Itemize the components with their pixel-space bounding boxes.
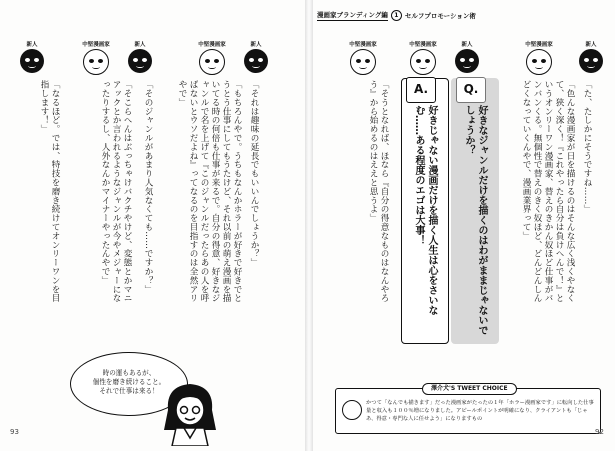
- speaker-label: 中堅漫画家: [349, 42, 377, 48]
- dialogue-column: 「色んな漫画家が日を描けるのはそんな広く浅くやなくて、狭く深く！『これやったら自分は負けへんで！』というオンリーワン漫画家、替えのきかん奴ほど仕事がバンバンくる。無個性で替えのきく奴ほど、どんどんしんどくなっていくんやで、漫画業界って」: [521, 80, 575, 303]
- tweet-body: かつて「なんでも描きます」だった漫画家がたったの１年「ホラー漫画家です」に転向した仕事量と収入も１００％増になりました。アピールポイントが明確になり、クライアントも「じゃあ、得意・専門な人に任せよう」になりますもの: [366, 400, 594, 422]
- tweet-choice-label: 澤介犬'S TWEET CHOICE: [422, 383, 517, 395]
- speaker-newbie: [451, 40, 483, 73]
- bubble-line: 時の運もあるが、: [102, 369, 156, 377]
- speaker-label: 中堅漫画家: [82, 42, 110, 48]
- speaker-label: 中堅漫画家: [525, 42, 553, 48]
- chapter-number: 1: [391, 10, 402, 21]
- speaker-senior: [523, 40, 555, 75]
- manga-artist-illustration: [158, 380, 222, 446]
- dialogue-column: 「なるほど。では、特技を磨き続けてオンリーワンを目指します！」: [39, 80, 60, 303]
- dog-avatar-icon: [342, 400, 362, 420]
- dialogue-column: 「そうとなれば、ほなら『自分の得意なものはなんやろう』から始めるのはええと思うよ」: [368, 80, 389, 303]
- senior-face-icon: [350, 49, 376, 75]
- speaker-newbie: [575, 40, 607, 73]
- newbie-face-icon: [579, 49, 603, 73]
- speaker-senior: [196, 40, 228, 75]
- bubble-line: 個性を磨き続けること。: [92, 378, 166, 386]
- left-page: [0, 0, 305, 451]
- newbie-face-icon: [455, 49, 479, 73]
- dialogue-column: 「もちろんやで。うちもなんかホラーが好きで好きでとうとう仕事にしてもうたけど、それ以前の萌え漫画を描いてる時の何倍も仕事が来るで。自分の得意、好きなジャンルで名を上げて『このジャンルだったらあの人を呼ばないとウソだよね』ってなるのを目指すのは全然アリやで」: [177, 80, 242, 303]
- newbie-face-icon: [244, 49, 268, 73]
- book-gutter: [305, 0, 313, 451]
- page-number: 92: [595, 428, 604, 436]
- senior-face-icon: [526, 49, 552, 75]
- senior-face-icon: [83, 49, 109, 75]
- speaker-senior: [347, 40, 379, 75]
- senior-face-icon: [410, 49, 436, 75]
- newbie-face-icon: [20, 49, 44, 73]
- speaker-label: 新人: [26, 42, 38, 48]
- tweet-choice-box: [335, 385, 601, 434]
- speaker-newbie: [16, 40, 48, 73]
- speaker-senior: [407, 40, 439, 75]
- book-section-title: 漫画家ブランディング編: [317, 11, 388, 19]
- speaker-label: 中堅漫画家: [409, 42, 437, 48]
- speaker-label: 新人: [461, 42, 473, 48]
- speaker-label: 新人: [250, 42, 262, 48]
- running-header: [317, 10, 476, 21]
- speaker-newbie: [124, 40, 156, 73]
- chapter-subtitle: セルフプロモーション術: [404, 12, 476, 20]
- speaker-label: 中堅漫画家: [198, 42, 226, 48]
- question-badge: Q.: [456, 77, 486, 103]
- right-page: [313, 0, 615, 451]
- speaker-newbie: [240, 40, 272, 73]
- question-text: 好きなジャンルだけを描くのはわがままじゃないでしょうか？: [463, 105, 487, 335]
- speaker-senior: [80, 40, 112, 75]
- answer-badge: A.: [406, 77, 436, 103]
- newbie-face-icon: [128, 49, 152, 73]
- answer-text: 好きじゃない漫画だけを描く人生は心をさいなむ……ある程度のエゴは大事！: [413, 105, 437, 315]
- dialogue-column: 「そこらへんはぶっちゃけバクチやけど、変態とかマニアックとか言われるようなジャンルが今やメジャーになったりするし、人外なんかマイナーやったんやで」: [100, 80, 132, 303]
- question-box: [451, 78, 499, 344]
- page-number: 93: [10, 428, 19, 436]
- speaker-label: 新人: [134, 42, 146, 48]
- answer-box: [401, 78, 449, 344]
- dialogue-column: 「そのジャンルがあまり人気なくても……ですか？」: [143, 80, 153, 294]
- dialogue-column: 「た、たしかにそうですね……」: [582, 80, 592, 214]
- speaker-label: 新人: [585, 42, 597, 48]
- bubble-line: それで仕事は来る！: [99, 387, 159, 395]
- dialogue-column: 「それは趣味の延長でもいいんでしょうか？」: [249, 80, 259, 267]
- senior-face-icon: [199, 49, 225, 75]
